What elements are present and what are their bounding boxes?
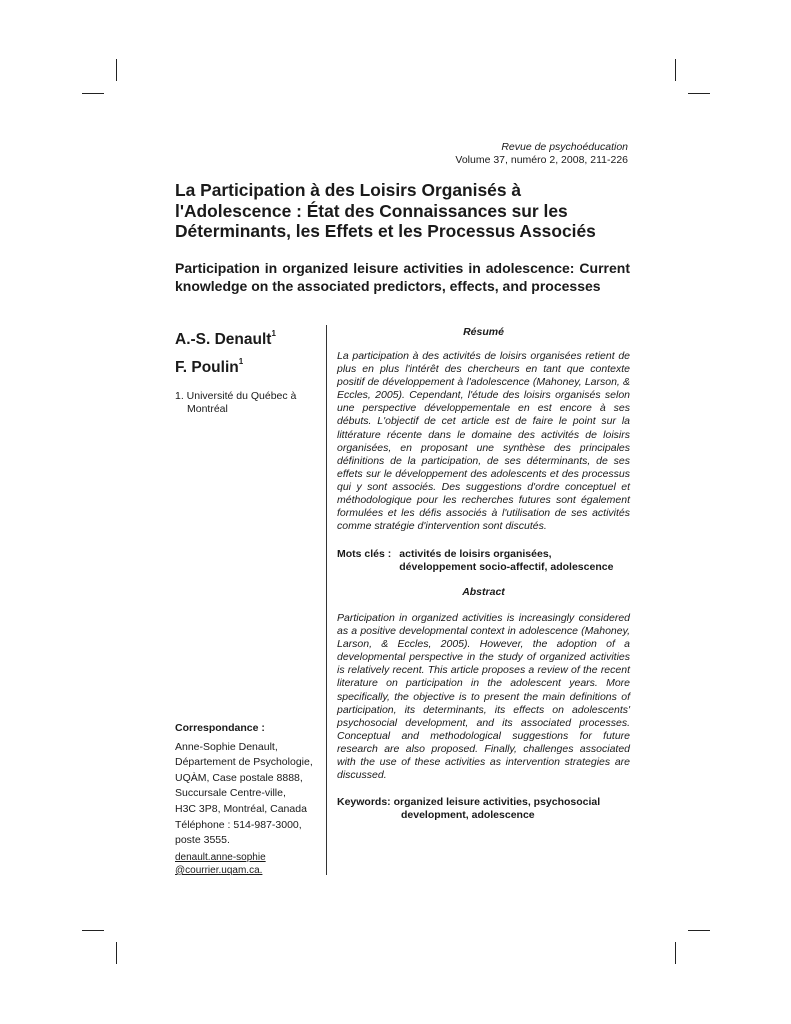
author-1-affil-mark: 1 bbox=[271, 329, 276, 338]
journal-volume: Volume 37, numéro 2, 2008, 211-226 bbox=[455, 154, 628, 166]
correspondence-line: Anne-Sophie Denault, bbox=[175, 740, 278, 753]
correspondence-line: Succursale Centre-ville, bbox=[175, 787, 286, 800]
email-line-2: @courrier.uqam.ca. bbox=[175, 864, 263, 876]
author-1-name: A.-S. Denault bbox=[175, 331, 272, 349]
mots-cles-line-2: développement socio-affectif, adolescence bbox=[399, 560, 614, 573]
author-2-name: F. Poulin bbox=[175, 359, 239, 377]
journal-header bbox=[455, 141, 628, 167]
title-english: Participation in organized leisure activities in adolescence: Current knowledge on the associated predictors, effects, and processes bbox=[175, 260, 630, 294]
abstract-text: Participation in organized activities is increasingly considered as a positive developmental context in adolescence (Mahoney, Larson, & Eccles, 2005). However, the adoption of a developmental perspective in the study of organized activities is relatively recent. This article proposes a review of the recent literature on participation in the adolescent years. More specifically, the objective is to present the main definitions of participation, its determinants, its effects on adolescents' psychosocial development, and its associated processes. Conceptual and methodological suggestions for future research are also proposed. Finally, challenges associated with the use of these activities as intervention strategies are discussed. bbox=[337, 612, 630, 782]
keywords bbox=[337, 796, 630, 822]
abstract-heading: Abstract bbox=[462, 586, 505, 598]
author-2-affil-mark: 1 bbox=[238, 357, 244, 367]
mots-cles-line-1: activités de loisirs organisées, bbox=[399, 548, 552, 560]
email-link[interactable] bbox=[175, 851, 325, 877]
resume-heading: Résumé bbox=[463, 326, 504, 338]
journal-name: Revue de psychoéducation bbox=[501, 141, 628, 153]
correspondence-line: Téléphone : 514-987-3000, bbox=[175, 818, 302, 831]
correspondence-heading: Correspondance : bbox=[175, 722, 265, 734]
correspondence-line: UQÀM, Case postale 8888, bbox=[175, 771, 303, 784]
correspondence-line: H3C 3P8, Montréal, Canada bbox=[175, 802, 307, 815]
crop-mark-top-left-horizontal bbox=[82, 93, 104, 94]
crop-mark-bottom-right-vertical bbox=[675, 942, 676, 964]
affiliation-line-2: Montréal bbox=[187, 403, 228, 415]
resume-text: La participation à des activités de loisirs organisées retient de plus en plus l'intérêt des chercheurs en tant que contexte positif de développement à l'adolescence (Mahoney, Larson, & Eccles, 2005). Cependant, l'étude des loisirs organisés selon une perspective développementale en est encore à ses débuts. L'objectif de cet article est de faire le point sur la littérature récente dans le domaine des activités de loisirs organisées, en proposant une synthèse des principales définitions de la participation, de ses déterminants, de ses effets sur le développement des adolescents et des processus qui y sont associés. Des suggestions d'ordre conceptuel et méthodologique pour les recherches futures sont également formulées et les défis associés à l'utilisation de ses activités comme stratégie d'intervention sont discutés. bbox=[337, 350, 630, 533]
crop-mark-top-right-horizontal bbox=[688, 93, 710, 94]
crop-mark-bottom-right-horizontal bbox=[688, 930, 710, 931]
keywords-line-2: development, adolescence bbox=[401, 808, 535, 821]
column-divider bbox=[326, 325, 327, 875]
crop-mark-bottom-left-vertical bbox=[116, 942, 117, 964]
email-line-1: denault.anne-sophie bbox=[175, 851, 266, 863]
mots-cles-label: Mots clés : bbox=[337, 548, 392, 560]
crop-mark-top-right-vertical bbox=[675, 59, 676, 81]
title-french: La Participation à des Loisirs Organisés à l'Adolescence : État des Connaissances sur les Déterminants, les Effets et les Processus Associés bbox=[175, 180, 596, 241]
affiliation-line-1: 1. Université du Québec à bbox=[175, 390, 297, 402]
crop-mark-top-left-vertical bbox=[116, 59, 117, 81]
author-1 bbox=[175, 324, 276, 352]
authors bbox=[175, 324, 276, 380]
mots-cles bbox=[337, 548, 630, 574]
keywords-line-1: Keywords: organized leisure activities, psychosocial bbox=[337, 796, 601, 808]
author-2 bbox=[175, 352, 276, 380]
correspondence-line: Département de Psychologie, bbox=[175, 756, 313, 769]
affiliation bbox=[175, 390, 315, 416]
correspondence bbox=[175, 721, 325, 877]
correspondence-line: poste 3555. bbox=[175, 834, 230, 847]
crop-mark-bottom-left-horizontal bbox=[82, 930, 104, 931]
